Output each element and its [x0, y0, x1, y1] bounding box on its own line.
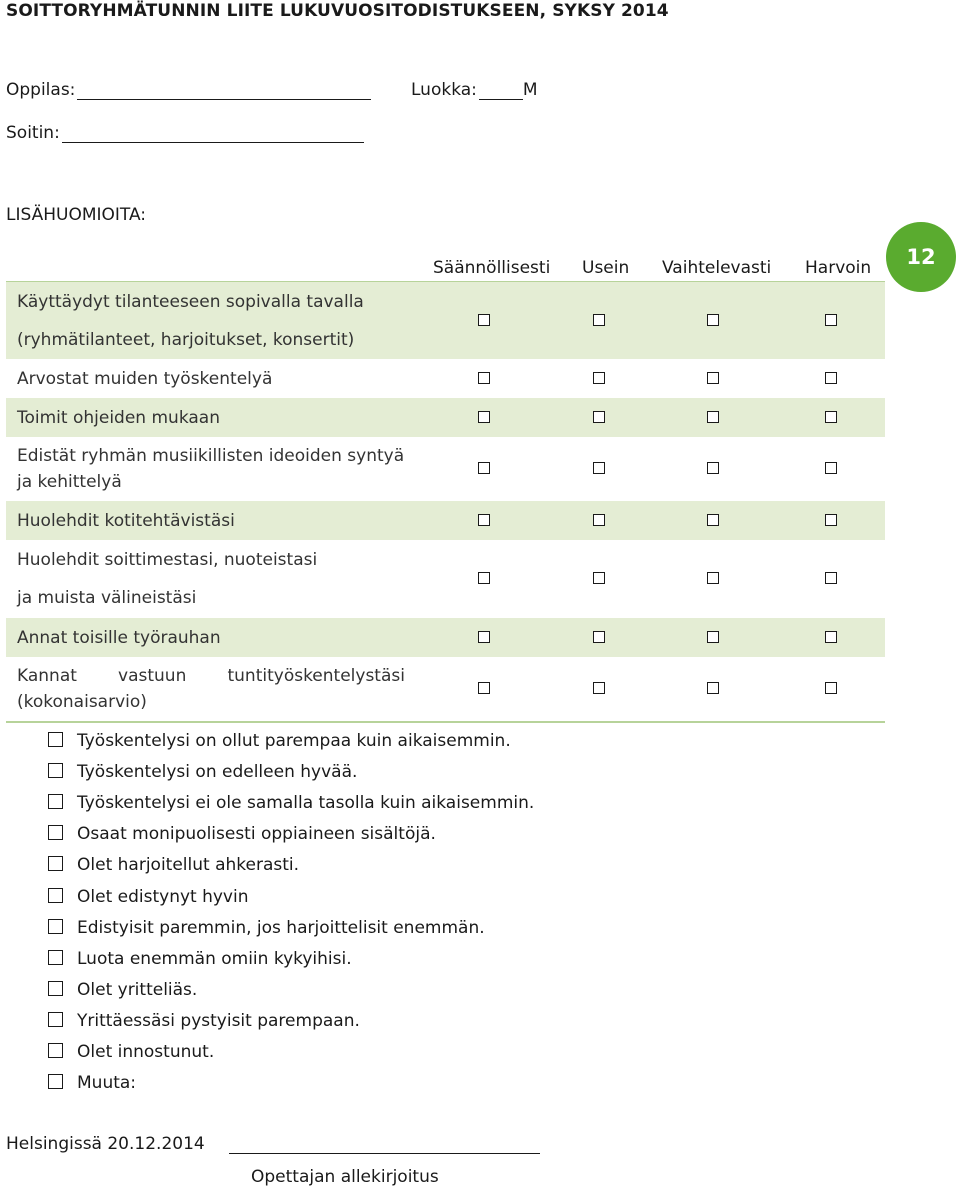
row-label-line — [17, 663, 405, 689]
row-label-line: ja kehittelyä — [17, 472, 122, 492]
list-item — [48, 916, 485, 940]
comment-checkbox[interactable] — [48, 1043, 63, 1058]
row-label — [17, 283, 364, 359]
table-row — [6, 398, 885, 437]
list-item — [48, 760, 357, 784]
comment-checkbox[interactable] — [48, 950, 63, 965]
rating-checkbox-varying[interactable] — [707, 631, 719, 643]
row-label-line: (ryhmätilanteet, harjoitukset, konsertit) — [17, 330, 355, 350]
comment-checkbox[interactable] — [48, 888, 63, 903]
comment-checkbox[interactable] — [48, 981, 63, 996]
table-row — [6, 437, 885, 501]
comment-checkbox[interactable] — [48, 856, 63, 871]
comment-checkbox[interactable] — [48, 919, 63, 934]
section-label: LISÄHUOMIOITA: — [6, 205, 147, 225]
class-blank[interactable] — [479, 83, 523, 100]
list-item — [48, 791, 534, 815]
list-item — [48, 1071, 136, 1095]
list-item — [48, 729, 511, 753]
row-label — [17, 625, 221, 651]
comment-text: Olet edistynyt hyvin — [77, 887, 249, 907]
rating-checkbox-regularly[interactable] — [478, 462, 490, 474]
rating-checkbox-regularly[interactable] — [478, 631, 490, 643]
table-row — [6, 540, 885, 618]
comment-checkbox[interactable] — [48, 732, 63, 747]
rating-checkbox-rarely[interactable] — [825, 631, 837, 643]
row-label — [17, 443, 404, 495]
rating-checkbox-often[interactable] — [593, 372, 605, 384]
row-label — [17, 366, 272, 392]
row-label — [17, 508, 235, 534]
rating-checkbox-varying[interactable] — [707, 514, 719, 526]
rating-checkbox-often[interactable] — [593, 572, 605, 584]
rating-checkbox-often[interactable] — [593, 682, 605, 694]
rating-checkbox-varying[interactable] — [707, 411, 719, 423]
comment-text: Luota enemmän omiin kykyihisi. — [77, 949, 352, 969]
rating-checkbox-regularly[interactable] — [478, 314, 490, 326]
list-item — [48, 853, 299, 877]
comment-checkbox[interactable] — [48, 794, 63, 809]
rating-checkbox-varying[interactable] — [707, 314, 719, 326]
table-row — [6, 359, 885, 398]
rating-checkbox-rarely[interactable] — [825, 462, 837, 474]
comment-checkbox[interactable] — [48, 1074, 63, 1089]
rating-checkbox-regularly[interactable] — [478, 514, 490, 526]
comment-checkbox[interactable] — [48, 1012, 63, 1027]
instrument-field — [6, 123, 364, 143]
comment-text: Muuta: — [77, 1073, 137, 1093]
rating-checkbox-varying[interactable] — [707, 462, 719, 474]
list-item — [48, 1009, 360, 1033]
page-badge: 12 — [886, 222, 956, 292]
row-label-line: Huolehdit kotitehtävistäsi — [17, 511, 235, 531]
comment-text: Työskentelysi ei ole samalla tasolla kuin aikaisemmin. — [77, 793, 535, 813]
student-label: Oppilas: — [6, 80, 76, 100]
table-row — [6, 657, 885, 721]
signature-caption: Opettajan allekirjoitus — [251, 1167, 439, 1187]
row-label-word: vastuun — [118, 666, 187, 686]
row-label — [17, 663, 405, 715]
rating-checkbox-often[interactable] — [593, 411, 605, 423]
comment-text: Edistyisit paremmin, jos harjoittelisit enemmän. — [77, 918, 485, 938]
class-label: Luokka: — [411, 80, 477, 100]
signature-blank[interactable] — [229, 1137, 540, 1154]
row-label-line: Huolehdit soittimestasi, nuoteistasi — [17, 550, 318, 570]
rating-checkbox-regularly[interactable] — [478, 411, 490, 423]
list-item — [48, 822, 436, 846]
row-label — [17, 405, 220, 431]
row-label — [17, 541, 317, 617]
rating-checkbox-varying[interactable] — [707, 682, 719, 694]
rating-checkbox-often[interactable] — [593, 314, 605, 326]
row-label-word: Kannat — [17, 666, 77, 686]
rating-checkbox-regularly[interactable] — [478, 682, 490, 694]
rating-checkbox-often[interactable] — [593, 462, 605, 474]
table-row — [6, 282, 885, 359]
document-title: SOITTORYHMÄTUNNIN LIITE LUKUVUOSITODISTUKSEEN, SYKSY 2014 — [6, 1, 669, 21]
rating-checkbox-varying[interactable] — [707, 372, 719, 384]
student-field — [6, 80, 371, 100]
student-blank[interactable] — [77, 83, 371, 100]
row-label-line: Annat toisille työrauhan — [17, 628, 221, 648]
comment-checkbox[interactable] — [48, 825, 63, 840]
table-row — [6, 501, 885, 540]
signature-line — [6, 1134, 540, 1154]
row-label-word: tuntityöskentelystäsi — [227, 666, 405, 686]
list-item — [48, 978, 197, 1002]
instrument-label: Soitin: — [6, 123, 60, 143]
row-label-line: ja muista välineistäsi — [17, 588, 197, 608]
rating-checkbox-regularly[interactable] — [478, 572, 490, 584]
comment-text: Olet innostunut. — [77, 1042, 215, 1062]
rating-checkbox-varying[interactable] — [707, 572, 719, 584]
row-label-line: Käyttäydyt tilanteeseen sopivalla tavalla — [17, 292, 364, 312]
row-label-line: Toimit ohjeiden mukaan — [17, 408, 220, 428]
comment-text: Yrittäessäsi pystyisit parempaan. — [77, 1011, 360, 1031]
class-field — [411, 80, 538, 100]
comment-text: Työskentelysi on edelleen hyvää. — [77, 762, 358, 782]
column-header-often: Usein — [582, 258, 630, 278]
rating-checkbox-rarely[interactable] — [825, 372, 837, 384]
comment-text: Olet harjoitellut ahkerasti. — [77, 855, 300, 875]
class-value: M — [522, 80, 538, 100]
comment-text: Työskentelysi on ollut parempaa kuin aikaisemmin. — [77, 731, 511, 751]
row-label-line: (kokonaisarvio) — [17, 692, 147, 712]
row-label-line: Arvostat muiden työskentelyä — [17, 369, 273, 389]
rating-checkbox-regularly[interactable] — [478, 372, 490, 384]
table-bottom-rule — [6, 721, 885, 723]
column-header-regularly: Säännöllisesti — [433, 258, 551, 278]
comment-checkbox[interactable] — [48, 763, 63, 778]
table-row — [6, 618, 885, 657]
rating-checkbox-often[interactable] — [593, 514, 605, 526]
column-header-varying: Vaihtelevasti — [662, 258, 772, 278]
rating-checkbox-rarely[interactable] — [825, 514, 837, 526]
rating-checkbox-often[interactable] — [593, 631, 605, 643]
instrument-blank[interactable] — [62, 126, 364, 143]
column-header-rarely: Harvoin — [805, 258, 872, 278]
list-item — [48, 947, 352, 971]
rating-checkbox-rarely[interactable] — [825, 314, 837, 326]
place-date: Helsingissä 20.12.2014 — [6, 1134, 205, 1154]
row-label-line: Edistät ryhmän musiikillisten ideoiden syntyä — [17, 446, 405, 466]
rating-checkbox-rarely[interactable] — [825, 411, 837, 423]
list-item — [48, 885, 249, 909]
rating-checkbox-rarely[interactable] — [825, 682, 837, 694]
list-item — [48, 1040, 214, 1064]
comment-text: Osaat monipuolisesti oppiaineen sisältöjä. — [77, 824, 436, 844]
comment-text: Olet yritteliäs. — [77, 980, 198, 1000]
rating-checkbox-rarely[interactable] — [825, 572, 837, 584]
